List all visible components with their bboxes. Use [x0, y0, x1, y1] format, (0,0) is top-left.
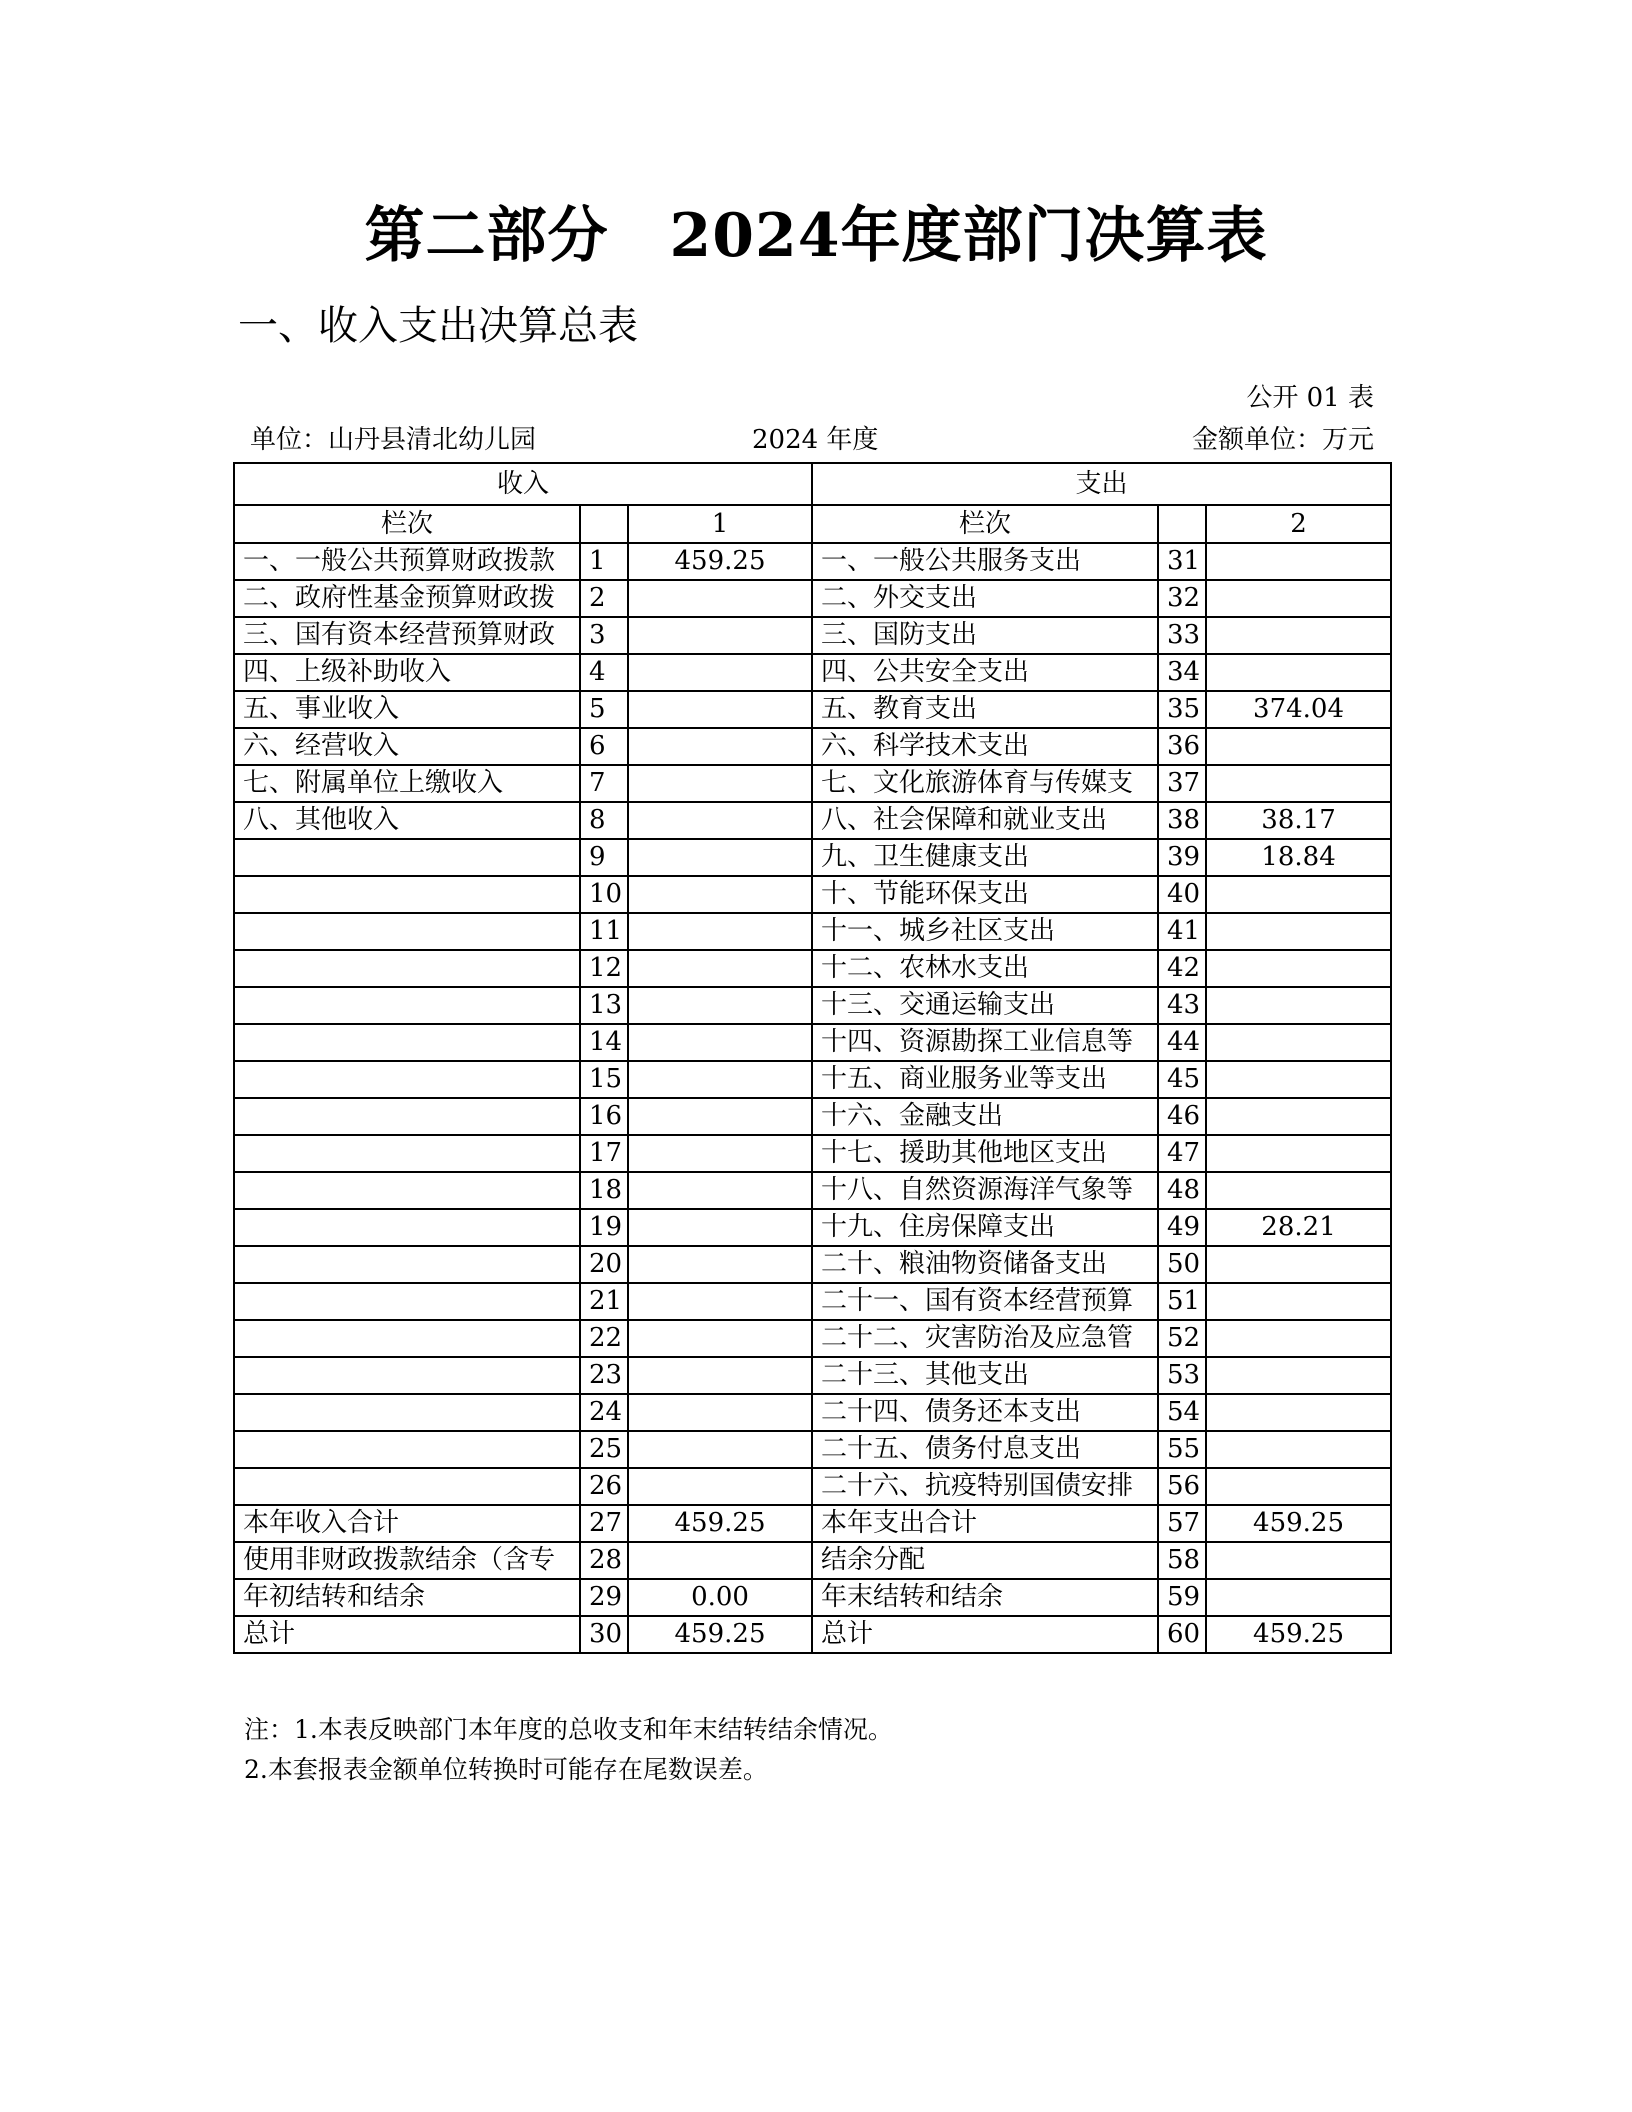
expense-line-no: 40 [1158, 876, 1206, 913]
expense-amount [1206, 1431, 1391, 1468]
table-row [234, 1283, 1391, 1320]
income-item-cell [234, 1135, 580, 1172]
income-item-cell: 七、附属单位上缴收入 [234, 765, 580, 802]
income-line-no: 11 [580, 913, 628, 950]
income-amount: 459.25 [628, 543, 812, 580]
expense-item-cell: 七、文化旅游体育与传媒支 [812, 765, 1158, 802]
income-line-no: 8 [580, 802, 628, 839]
expense-item-cell: 结余分配 [812, 1542, 1158, 1579]
expense-amount [1206, 1357, 1391, 1394]
income-item-cell: 使用非财政拨款结余（含专 [234, 1542, 580, 1579]
expense-amount [1206, 1283, 1391, 1320]
income-line-no: 29 [580, 1579, 628, 1616]
expense-header: 支出 [812, 463, 1391, 505]
table-row [234, 987, 1391, 1024]
income-line-no: 6 [580, 728, 628, 765]
income-line-no: 14 [580, 1024, 628, 1061]
income-item-cell: 五、事业收入 [234, 691, 580, 728]
income-amount [628, 1246, 812, 1283]
income-amount [628, 1209, 812, 1246]
income-item-cell [234, 1357, 580, 1394]
expense-no-header [1158, 505, 1206, 543]
expense-line-no: 45 [1158, 1061, 1206, 1098]
expense-item-cell: 十五、商业服务业等支出 [812, 1061, 1158, 1098]
income-value-header: 1 [628, 505, 812, 543]
income-line-no: 3 [580, 617, 628, 654]
expense-line-no: 48 [1158, 1172, 1206, 1209]
table-row [234, 1061, 1391, 1098]
expense-amount [1206, 765, 1391, 802]
income-amount [628, 1468, 812, 1505]
expense-item-cell: 六、科学技术支出 [812, 728, 1158, 765]
expense-item-cell: 十七、援助其他地区支出 [812, 1135, 1158, 1172]
income-item-cell: 年初结转和结余 [234, 1579, 580, 1616]
income-line-no: 19 [580, 1209, 628, 1246]
expense-amount [1206, 1542, 1391, 1579]
table-row [234, 1320, 1391, 1357]
expense-amount [1206, 617, 1391, 654]
expense-amount: 459.25 [1206, 1616, 1391, 1653]
income-line-no: 28 [580, 1542, 628, 1579]
table-row [234, 1357, 1391, 1394]
budget-table [233, 462, 1392, 1654]
table-row [234, 1394, 1391, 1431]
expense-amount [1206, 1246, 1391, 1283]
income-amount: 0.00 [628, 1579, 812, 1616]
income-line-no: 18 [580, 1172, 628, 1209]
expense-line-no: 36 [1158, 728, 1206, 765]
income-item-header: 栏次 [234, 505, 580, 543]
income-amount [628, 987, 812, 1024]
income-item-cell: 四、上级补助收入 [234, 654, 580, 691]
income-line-no: 13 [580, 987, 628, 1024]
currency-unit-label: 金额单位：万元 [1191, 425, 1374, 455]
table-row [234, 765, 1391, 802]
table-row [234, 1616, 1391, 1653]
income-line-no: 4 [580, 654, 628, 691]
expense-line-no: 51 [1158, 1283, 1206, 1320]
income-line-no: 5 [580, 691, 628, 728]
income-item-cell [234, 876, 580, 913]
expense-item-header: 栏次 [812, 505, 1158, 543]
expense-amount [1206, 1135, 1391, 1172]
income-amount [628, 950, 812, 987]
expense-line-no: 54 [1158, 1394, 1206, 1431]
income-item-cell [234, 1098, 580, 1135]
table-row [234, 654, 1391, 691]
income-line-no: 16 [580, 1098, 628, 1135]
table-row [234, 728, 1391, 765]
expense-item-cell: 二十四、债务还本支出 [812, 1394, 1158, 1431]
expense-item-cell: 十、节能环保支出 [812, 876, 1158, 913]
income-item-cell [234, 913, 580, 950]
income-item-cell: 三、国有资本经营预算财政 [234, 617, 580, 654]
expense-line-no: 33 [1158, 617, 1206, 654]
income-amount [628, 1542, 812, 1579]
income-amount [628, 654, 812, 691]
income-amount [628, 617, 812, 654]
note-line: 注：1.本表反映部门本年度的总收支和年末结转结余情况。 [244, 1715, 893, 1744]
expense-item-cell: 八、社会保障和就业支出 [812, 802, 1158, 839]
expense-line-no: 52 [1158, 1320, 1206, 1357]
income-item-cell [234, 950, 580, 987]
expense-amount [1206, 1061, 1391, 1098]
expense-line-no: 46 [1158, 1098, 1206, 1135]
income-amount [628, 1394, 812, 1431]
income-amount [628, 1283, 812, 1320]
table-row [234, 1505, 1391, 1542]
income-line-no: 12 [580, 950, 628, 987]
table-row [234, 1542, 1391, 1579]
income-item-cell [234, 1468, 580, 1505]
expense-line-no: 58 [1158, 1542, 1206, 1579]
income-header: 收入 [234, 463, 812, 505]
expense-amount [1206, 1468, 1391, 1505]
table-row [234, 802, 1391, 839]
expense-item-cell: 二十、粮油物资储备支出 [812, 1246, 1158, 1283]
expense-item-cell: 四、公共安全支出 [812, 654, 1158, 691]
table-row [234, 1135, 1391, 1172]
expense-amount [1206, 1320, 1391, 1357]
expense-item-cell: 二十三、其他支出 [812, 1357, 1158, 1394]
expense-amount: 459.25 [1206, 1505, 1391, 1542]
notes [244, 1710, 893, 1790]
expense-item-cell: 本年支出合计 [812, 1505, 1158, 1542]
expense-line-no: 57 [1158, 1505, 1206, 1542]
expense-line-no: 32 [1158, 580, 1206, 617]
table-row [234, 617, 1391, 654]
expense-amount [1206, 1394, 1391, 1431]
expense-line-no: 53 [1158, 1357, 1206, 1394]
table-header-row [234, 463, 1391, 505]
expense-amount: 374.04 [1206, 691, 1391, 728]
expense-item-cell: 年末结转和结余 [812, 1579, 1158, 1616]
income-amount [628, 802, 812, 839]
income-item-cell: 二、政府性基金预算财政拨 [234, 580, 580, 617]
income-amount [628, 1320, 812, 1357]
income-amount [628, 876, 812, 913]
expense-line-no: 47 [1158, 1135, 1206, 1172]
expense-item-cell: 三、国防支出 [812, 617, 1158, 654]
table-row [234, 876, 1391, 913]
expense-item-cell: 一、一般公共服务支出 [812, 543, 1158, 580]
expense-amount [1206, 654, 1391, 691]
page-title: 第二部分 2024年度部门决算表 [364, 201, 1268, 271]
expense-line-no: 43 [1158, 987, 1206, 1024]
income-item-cell [234, 1172, 580, 1209]
expense-amount [1206, 728, 1391, 765]
income-line-no: 30 [580, 1616, 628, 1653]
table-row [234, 1468, 1391, 1505]
income-line-no: 1 [580, 543, 628, 580]
income-amount: 459.25 [628, 1505, 812, 1542]
income-item-cell [234, 1283, 580, 1320]
expense-item-cell: 总计 [812, 1616, 1158, 1653]
income-no-header [580, 505, 628, 543]
income-item-cell [234, 839, 580, 876]
expense-item-cell: 二十五、债务付息支出 [812, 1431, 1158, 1468]
expense-amount [1206, 1579, 1391, 1616]
expense-item-cell: 五、教育支出 [812, 691, 1158, 728]
income-item-cell [234, 1209, 580, 1246]
expense-line-no: 35 [1158, 691, 1206, 728]
income-amount [628, 1024, 812, 1061]
expense-amount [1206, 1024, 1391, 1061]
budget-table-body [234, 463, 1391, 1653]
income-item-cell [234, 1246, 580, 1283]
income-item-cell [234, 1061, 580, 1098]
income-item-cell: 六、经营收入 [234, 728, 580, 765]
income-amount [628, 913, 812, 950]
table-row [234, 1024, 1391, 1061]
expense-item-cell: 二十六、抗疫特别国债安排 [812, 1468, 1158, 1505]
income-item-cell [234, 1394, 580, 1431]
expense-line-no: 37 [1158, 765, 1206, 802]
expense-line-no: 56 [1158, 1468, 1206, 1505]
expense-amount [1206, 876, 1391, 913]
table-row [234, 839, 1391, 876]
income-item-cell: 八、其他收入 [234, 802, 580, 839]
table-row [234, 1579, 1391, 1616]
expense-item-cell: 十一、城乡社区支出 [812, 913, 1158, 950]
income-item-cell: 一、一般公共预算财政拨款 [234, 543, 580, 580]
expense-item-cell: 十八、自然资源海洋气象等 [812, 1172, 1158, 1209]
table-row [234, 1431, 1391, 1468]
income-item-cell: 本年收入合计 [234, 1505, 580, 1542]
section-title: 一、收入支出决算总表 [238, 303, 638, 349]
expense-line-no: 49 [1158, 1209, 1206, 1246]
income-amount [628, 1098, 812, 1135]
income-amount [628, 1172, 812, 1209]
expense-item-cell: 二十一、国有资本经营预算 [812, 1283, 1158, 1320]
form-code: 公开 01 表 [1246, 383, 1374, 413]
note-line: 2.本套报表金额单位转换时可能存在尾数误差。 [244, 1755, 768, 1784]
expense-line-no: 50 [1158, 1246, 1206, 1283]
expense-amount [1206, 580, 1391, 617]
expense-line-no: 34 [1158, 654, 1206, 691]
expense-line-no: 31 [1158, 543, 1206, 580]
expense-value-header: 2 [1206, 505, 1391, 543]
table-row [234, 543, 1391, 580]
expense-amount [1206, 987, 1391, 1024]
expense-amount [1206, 1172, 1391, 1209]
table-row [234, 580, 1391, 617]
income-item-cell: 总计 [234, 1616, 580, 1653]
expense-amount [1206, 1098, 1391, 1135]
unit-label: 单位：山丹县清北幼儿园 [250, 425, 537, 455]
income-line-no: 10 [580, 876, 628, 913]
expense-item-cell: 二十二、灾害防治及应急管 [812, 1320, 1158, 1357]
income-item-cell [234, 987, 580, 1024]
table-subheader-row [234, 505, 1391, 543]
income-item-cell [234, 1431, 580, 1468]
expense-item-cell: 十六、金融支出 [812, 1098, 1158, 1135]
expense-item-cell: 十三、交通运输支出 [812, 987, 1158, 1024]
income-amount [628, 765, 812, 802]
expense-amount: 28.21 [1206, 1209, 1391, 1246]
income-line-no: 25 [580, 1431, 628, 1468]
expense-amount [1206, 950, 1391, 987]
income-amount: 459.25 [628, 1616, 812, 1653]
expense-amount [1206, 913, 1391, 950]
expense-line-no: 55 [1158, 1431, 1206, 1468]
income-amount [628, 1431, 812, 1468]
income-amount [628, 1357, 812, 1394]
income-line-no: 15 [580, 1061, 628, 1098]
expense-item-cell: 二、外交支出 [812, 580, 1158, 617]
expense-line-no: 60 [1158, 1616, 1206, 1653]
income-amount [628, 1061, 812, 1098]
expense-line-no: 44 [1158, 1024, 1206, 1061]
income-amount [628, 1135, 812, 1172]
table-row [234, 1172, 1391, 1209]
income-amount [628, 839, 812, 876]
income-line-no: 24 [580, 1394, 628, 1431]
income-line-no: 7 [580, 765, 628, 802]
income-line-no: 23 [580, 1357, 628, 1394]
expense-item-cell: 十九、住房保障支出 [812, 1209, 1158, 1246]
income-line-no: 2 [580, 580, 628, 617]
expense-line-no: 39 [1158, 839, 1206, 876]
income-line-no: 9 [580, 839, 628, 876]
table-row [234, 1246, 1391, 1283]
expense-line-no: 59 [1158, 1579, 1206, 1616]
year-label: 2024 年度 [752, 425, 879, 455]
income-item-cell [234, 1024, 580, 1061]
table-row [234, 1098, 1391, 1135]
expense-amount [1206, 543, 1391, 580]
expense-amount: 38.17 [1206, 802, 1391, 839]
table-row [234, 691, 1391, 728]
expense-line-no: 41 [1158, 913, 1206, 950]
expense-amount: 18.84 [1206, 839, 1391, 876]
income-line-no: 20 [580, 1246, 628, 1283]
income-amount [628, 691, 812, 728]
table-row [234, 950, 1391, 987]
income-line-no: 17 [580, 1135, 628, 1172]
expense-line-no: 42 [1158, 950, 1206, 987]
income-line-no: 26 [580, 1468, 628, 1505]
expense-item-cell: 十二、农林水支出 [812, 950, 1158, 987]
income-amount [628, 580, 812, 617]
expense-item-cell: 九、卫生健康支出 [812, 839, 1158, 876]
income-line-no: 21 [580, 1283, 628, 1320]
income-item-cell [234, 1320, 580, 1357]
income-line-no: 27 [580, 1505, 628, 1542]
table-row [234, 913, 1391, 950]
income-line-no: 22 [580, 1320, 628, 1357]
income-amount [628, 728, 812, 765]
table-row [234, 1209, 1391, 1246]
expense-line-no: 38 [1158, 802, 1206, 839]
expense-item-cell: 十四、资源勘探工业信息等 [812, 1024, 1158, 1061]
